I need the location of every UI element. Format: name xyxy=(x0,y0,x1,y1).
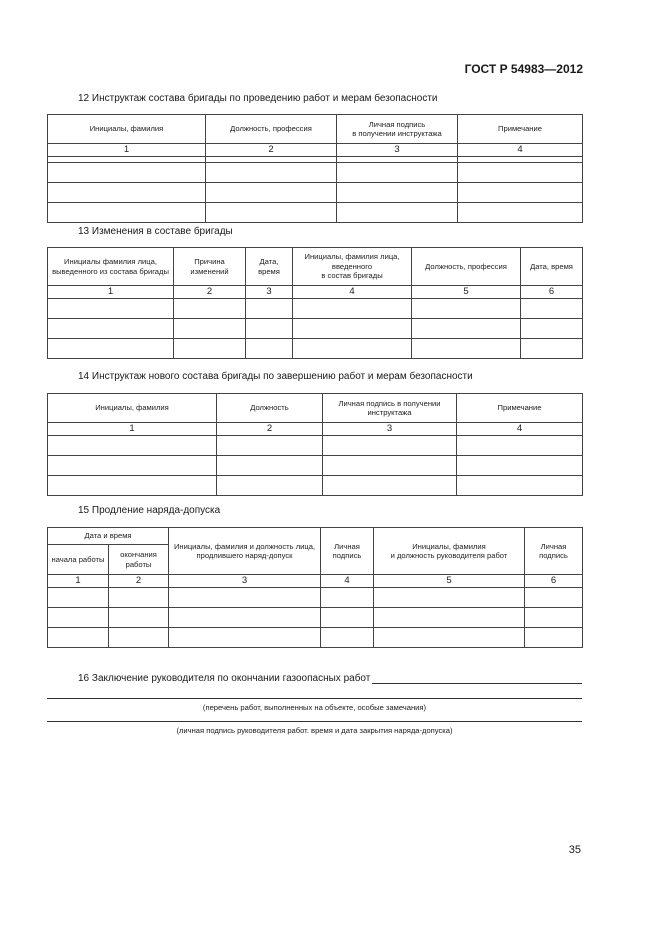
col-header: Инициалы, фамилия и должность руководителя работ xyxy=(374,528,525,575)
table-cell[interactable] xyxy=(206,182,337,202)
section-13-title: 13 Изменения в составе бригады xyxy=(78,226,233,237)
document-code: ГОСТ Р 54983—2012 xyxy=(464,62,583,76)
section-16-title: 16 Заключение руководителя по окончании газоопасных работ xyxy=(78,673,371,684)
col-number: 2 xyxy=(109,575,169,588)
col-number: 5 xyxy=(374,575,525,588)
section-13-table xyxy=(47,247,583,359)
conclusion-fill-line[interactable] xyxy=(372,683,582,684)
table-cell[interactable] xyxy=(412,298,521,318)
col-header: начала работы xyxy=(48,545,109,575)
col-header: Примечание xyxy=(458,115,583,144)
works-list-line[interactable] xyxy=(47,698,582,699)
table-cell[interactable] xyxy=(412,318,521,338)
table-cell[interactable] xyxy=(458,182,583,202)
table-cell[interactable] xyxy=(337,182,458,202)
table-cell[interactable] xyxy=(48,475,217,495)
table-cell[interactable] xyxy=(521,338,583,358)
table-cell[interactable] xyxy=(206,162,337,182)
table-cell[interactable] xyxy=(323,455,457,475)
table-cell[interactable] xyxy=(525,607,583,627)
col-number: 5 xyxy=(412,286,521,299)
col-number: 6 xyxy=(525,575,583,588)
table-cell[interactable] xyxy=(246,338,293,358)
table-cell[interactable] xyxy=(293,338,412,358)
col-header: Личная подпись xyxy=(525,528,583,575)
table-cell[interactable] xyxy=(293,318,412,338)
table-cell[interactable] xyxy=(337,162,458,182)
table-cell[interactable] xyxy=(458,202,583,222)
signature-line[interactable] xyxy=(47,721,582,722)
col-header: Личная подпись xyxy=(321,528,374,575)
table-cell[interactable] xyxy=(48,182,206,202)
col-number: 3 xyxy=(246,286,293,299)
col-number: 2 xyxy=(206,144,337,157)
table-cell[interactable] xyxy=(374,627,525,647)
table-cell[interactable] xyxy=(217,435,323,455)
table-cell[interactable] xyxy=(217,475,323,495)
table-cell[interactable] xyxy=(323,475,457,495)
col-header: Причина изменений xyxy=(174,248,246,286)
table-cell[interactable] xyxy=(169,607,321,627)
table-cell[interactable] xyxy=(521,298,583,318)
table-cell[interactable] xyxy=(323,435,457,455)
table-cell[interactable] xyxy=(457,455,583,475)
col-header: Должность xyxy=(217,394,323,423)
col-header: Личная подпись в получении инструктажа xyxy=(337,115,458,144)
col-number: 4 xyxy=(458,144,583,157)
col-number: 1 xyxy=(48,144,206,157)
group-header: Дата и время xyxy=(48,528,169,545)
page-number: 35 xyxy=(568,844,581,856)
col-number: 1 xyxy=(48,423,217,436)
col-header: Инициалы, фамилия xyxy=(48,115,206,144)
col-number: 4 xyxy=(321,575,374,588)
table-cell[interactable] xyxy=(48,202,206,222)
table-cell[interactable] xyxy=(412,338,521,358)
col-number: 2 xyxy=(174,286,246,299)
table-cell[interactable] xyxy=(457,475,583,495)
table-cell[interactable] xyxy=(174,318,246,338)
table-cell[interactable] xyxy=(109,607,169,627)
table-cell[interactable] xyxy=(109,627,169,647)
col-number: 2 xyxy=(217,423,323,436)
table-cell[interactable] xyxy=(48,627,109,647)
section-14-title: 14 Инструктаж нового состава бригады по завершению работ и мерам безопасности xyxy=(78,371,473,382)
col-header: Дата, время xyxy=(246,248,293,286)
col-header: Инициалы, фамилия и должность лица, продлившего наряд-допуск xyxy=(169,528,321,575)
table-cell[interactable] xyxy=(48,587,109,607)
table-cell[interactable] xyxy=(48,162,206,182)
section-15-table xyxy=(47,527,583,648)
col-number: 3 xyxy=(337,144,458,157)
table-cell[interactable] xyxy=(217,455,323,475)
table-cell[interactable] xyxy=(521,318,583,338)
table-cell[interactable] xyxy=(374,587,525,607)
table-cell[interactable] xyxy=(109,587,169,607)
col-number: 1 xyxy=(48,286,174,299)
table-cell[interactable] xyxy=(48,435,217,455)
col-header: Инициалы, фамилия лица, введенного в состав бригады xyxy=(293,248,412,286)
col-number: 4 xyxy=(293,286,412,299)
table-cell[interactable] xyxy=(321,627,374,647)
table-cell[interactable] xyxy=(48,455,217,475)
col-number: 1 xyxy=(48,575,109,588)
table-cell[interactable] xyxy=(293,298,412,318)
col-header: Должность, профессия xyxy=(412,248,521,286)
table-cell[interactable] xyxy=(337,202,458,222)
col-header: Личная подпись в получении инструктажа xyxy=(323,394,457,423)
table-cell[interactable] xyxy=(169,627,321,647)
table-cell[interactable] xyxy=(48,318,174,338)
col-header: Примечание xyxy=(457,394,583,423)
table-cell[interactable] xyxy=(174,298,246,318)
table-cell[interactable] xyxy=(48,607,109,627)
table-cell[interactable] xyxy=(525,627,583,647)
table-cell[interactable] xyxy=(169,587,321,607)
col-header: Инициалы, фамилия xyxy=(48,394,217,423)
col-header: Инициалы фамилия лица, выведенного из состава бригады xyxy=(48,248,174,286)
table-cell[interactable] xyxy=(206,202,337,222)
table-cell[interactable] xyxy=(246,318,293,338)
table-cell[interactable] xyxy=(48,338,174,358)
col-number: 6 xyxy=(521,286,583,299)
col-header: Должность, профессия xyxy=(206,115,337,144)
col-number: 3 xyxy=(169,575,321,588)
signature-caption: (личная подпись руководителя работ. время и дата закрытия наряда-допуска) xyxy=(176,726,453,735)
col-header: Дата, время xyxy=(521,248,583,286)
table-cell[interactable] xyxy=(458,162,583,182)
table-cell[interactable] xyxy=(321,587,374,607)
section-14-table xyxy=(47,393,583,496)
table-cell[interactable] xyxy=(174,338,246,358)
section-15-title: 15 Продление наряда-допуска xyxy=(78,505,221,516)
col-header: окончания работы xyxy=(109,545,169,575)
section-12-table xyxy=(47,114,583,223)
works-list-caption: (перечень работ, выполненных на объекте, особые замечания) xyxy=(202,703,427,712)
table-cell[interactable] xyxy=(246,298,293,318)
table-cell[interactable] xyxy=(457,435,583,455)
col-number: 3 xyxy=(323,423,457,436)
col-number: 4 xyxy=(457,423,583,436)
section-12-title: 12 Инструктаж состава бригады по проведению работ и мерам безопасности xyxy=(78,93,438,104)
table-cell[interactable] xyxy=(525,587,583,607)
table-cell[interactable] xyxy=(48,298,174,318)
table-cell[interactable] xyxy=(374,607,525,627)
table-cell[interactable] xyxy=(321,607,374,627)
